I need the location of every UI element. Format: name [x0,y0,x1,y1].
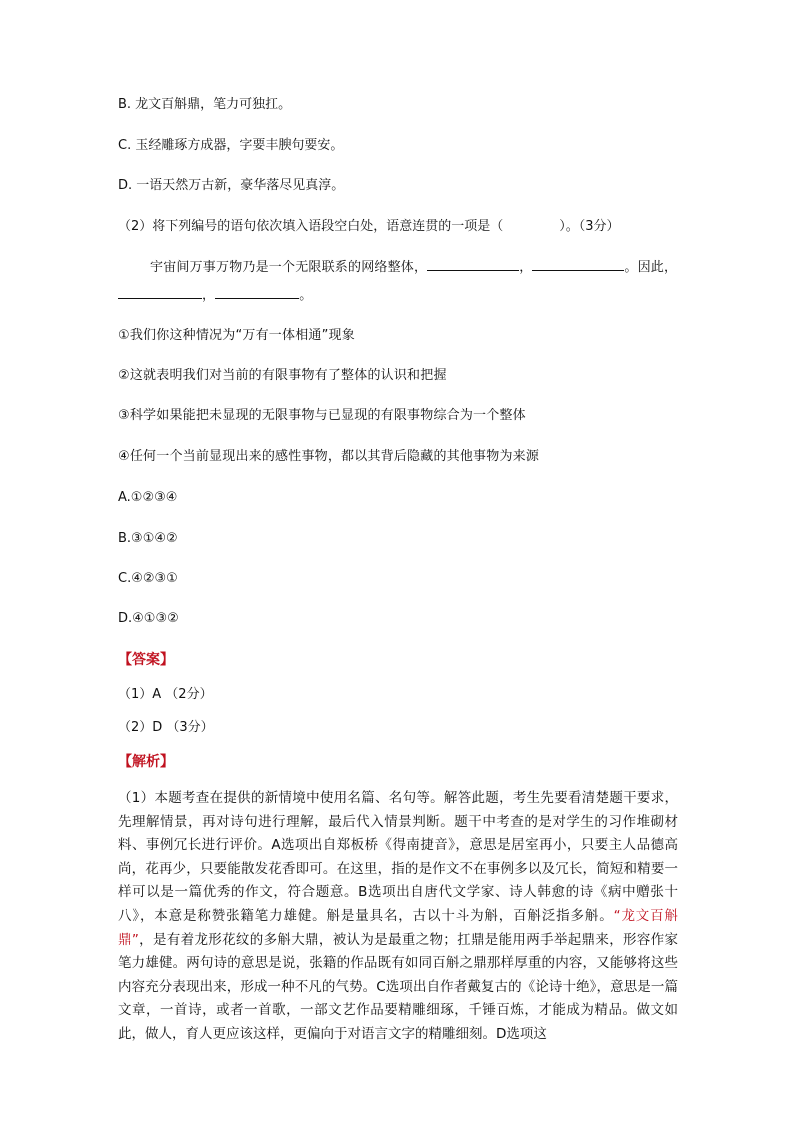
passage-separator: ， [519,260,533,275]
passage-separator: ， [202,288,216,303]
fill-blank-2[interactable] [532,258,624,271]
analysis-paragraph [118,787,678,1047]
choice-b: B.③①④② [118,531,178,546]
option-d: D. 一语天然万古新，豪华落尽见真淳。 [118,178,345,193]
analysis-text-1: （1）本题考查在提供的新情境中使用名篇、名句等。解答此题，考生先要看清楚题干要求，先理解情景，再对诗句进行理解，最后代入情景判断。题干中考查的是对学生的习作堆砌材料、事例冗长进行评价。A选项出自郑板桥《得南捷音》，意思是居室再小，只要主人品德高尚，花再少，只要能散发花香即可。在这里，指的是作文不在事例多以及冗长，简短和精要一样可以是一篇优秀的作文，符合题意。B选项出自唐代文学家、诗人韩愈的诗《病中赠张十八》，本意是称赞张籍笔力雄健。斛是量具名，古以十斗为斛，百斛泛指多斛。 [118,790,678,924]
statement-2: ②这就表明我们对当前的有限事物有了整体的认识和把握 [118,368,447,383]
fill-blank-1[interactable] [427,258,519,271]
analysis-heading: 【解析】 [118,754,174,770]
passage-line-2 [118,286,312,305]
option-c: C. 玉经雕琢方成器，字要丰腴句要安。 [118,138,344,153]
choice-a: A.①②③④ [118,490,178,505]
analysis-text-2: ，是有着龙形花纹的多斛大鼎，被认为是最重之物；扛鼎是能用两手举起鼎来，形容作家笔力雄健。两句诗的意思是说，张籍的作品既有如同百斛之鼎那样厚重的内容，又能够将这些内容充分表现出来，形成一种不凡的气势。C选项出自作者戴复古的《论诗十绝》，意思是一篇文章，一首诗，或者一首歌，一部文艺作品要精雕细琢，千锤百炼，才能成为精品。做文如此，做人，育人更应该这样，更偏向于对语言文字的精雕细刻。D选项这 [118,931,679,1042]
question-2-stem-tail: ）。（3分） [559,219,620,234]
choice-c: C.④②③① [118,571,178,586]
answer-heading: 【答案】 [118,652,174,668]
analysis-quote: “龙文百斛 鼎” [118,907,678,948]
statement-3: ③科学如果能把未显现的无限事物与已显现的有限事物综合为一个整体 [118,408,526,423]
option-b: B. 龙文百斛鼎，笔力可独扛。 [118,97,292,112]
fill-blank-3[interactable] [118,286,202,299]
question-2-stem-text: （2）将下列编号的语句依次填入语段空白处，语意连贯的一项是（ [118,219,504,234]
statement-1: ①我们你这种情况为“万有一体相通”现象 [118,328,355,343]
choice-d: D.④①③② [118,611,179,626]
answer-2: （2）D （3分） [118,720,214,735]
passage-text-end: 。因此， [624,260,678,275]
statement-4: ④任何一个当前显现出来的感性事物，都以其背后隐藏的其他事物为来源 [118,449,540,464]
passage-text: 宇宙间万事万物乃是一个无限联系的网络整体， [150,260,428,275]
fill-blank-4[interactable] [215,286,299,299]
answer-1: （1）A （2分） [118,687,213,702]
passage-period: 。 [299,288,313,303]
passage-line-1 [150,258,677,277]
question-2-stem [118,218,620,236]
